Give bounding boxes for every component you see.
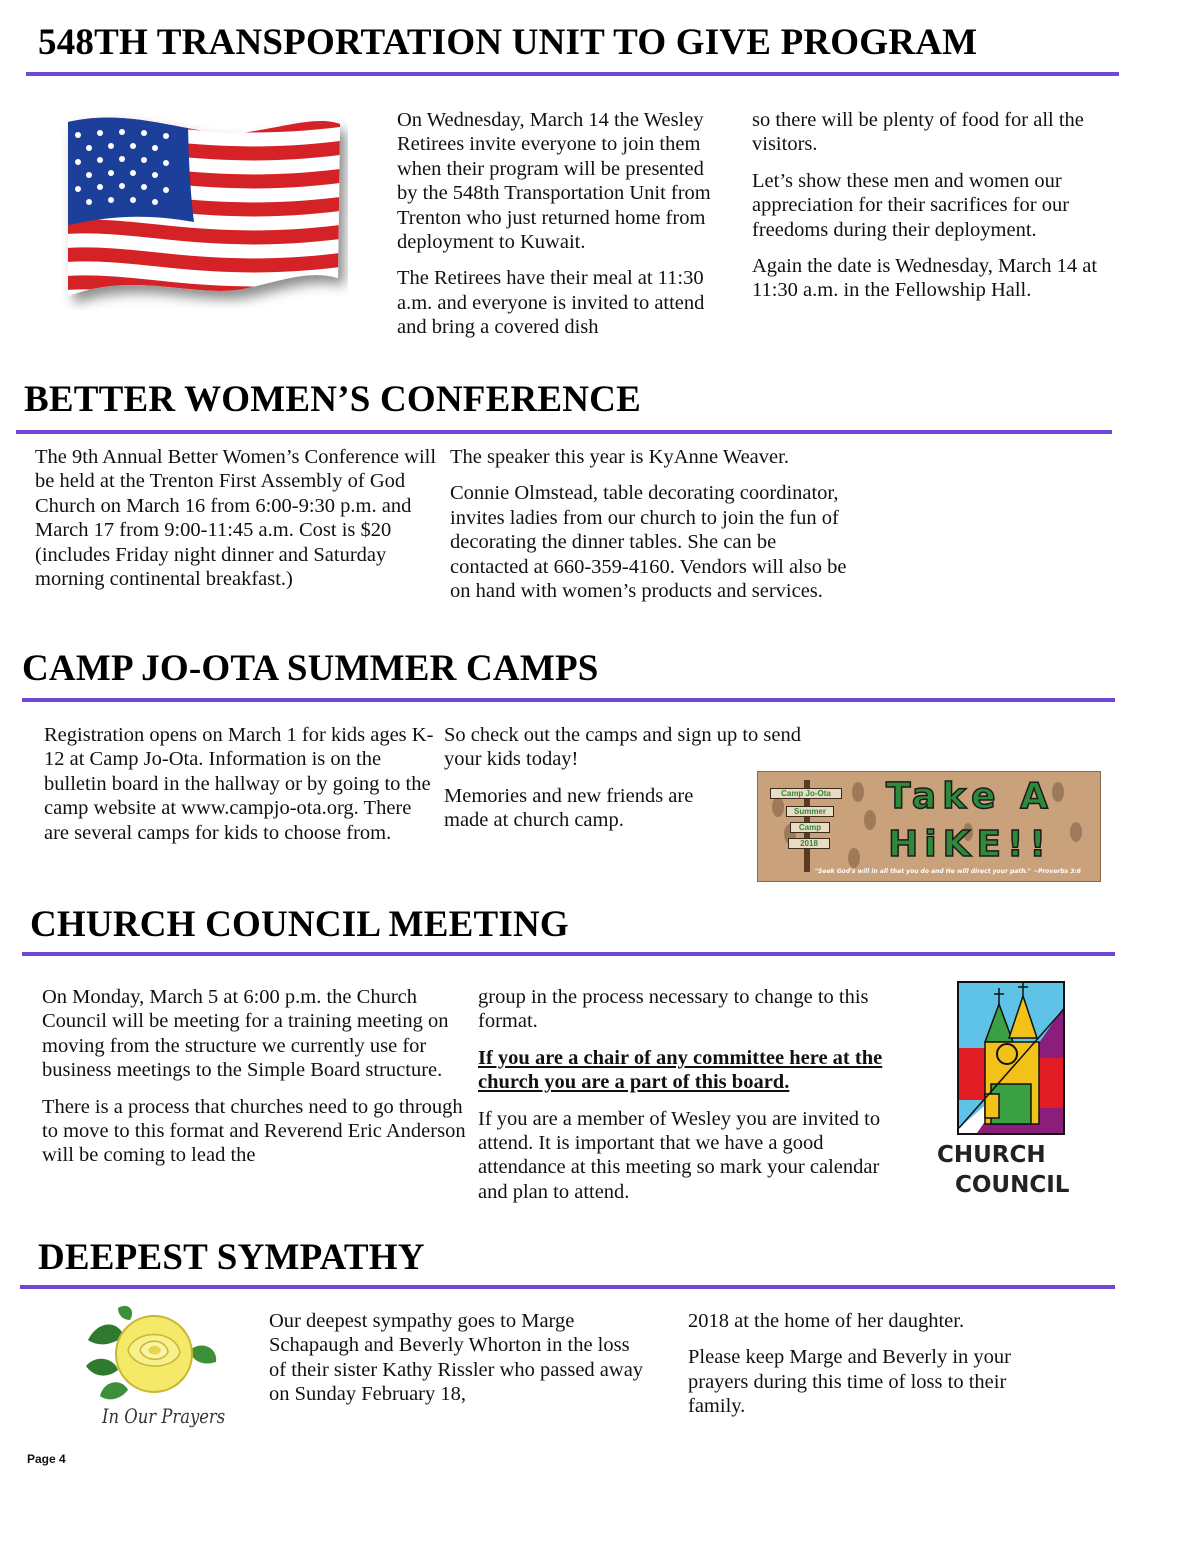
yellow-rose-image — [78, 1300, 228, 1440]
page-number: Page 4 — [27, 1452, 66, 1466]
camp-sign-2: Summer — [786, 806, 834, 817]
rose-caption: In Our Prayers — [102, 1404, 226, 1428]
heading-deepest-sympathy: DEEPEST SYMPATHY — [38, 1237, 425, 1278]
paragraph: Connie Olmstead, table decorating coordinator, invites ladies from our church to join the fun of decorating the dinner tables. She can be contacted at 660-359-4160. Vendors will also be on hand with women’s products and services. — [450, 482, 847, 603]
take-a-title: Take A — [886, 776, 1054, 817]
paragraph: Our deepest sympathy goes to Marge Schapaugh and Beverly Whorton in the loss of their sister Kathy Rissler who passed away on Sunday February 18, — [269, 1310, 644, 1406]
paragraph: On Wednesday, March 14 the Wesley Retirees invite everyone to join them when their program will be presented by the 548th Transportation Unit from Trenton who just returned home from deployment to Kuwait. — [397, 109, 711, 254]
heading-rule — [16, 430, 1112, 434]
sympathy-column-1 — [269, 1309, 649, 1419]
take-a-hike-banner — [757, 771, 1101, 882]
banner-caption: "Seek God's will in all that you do and He will direct your path." ~Proverbs 3:6 — [815, 868, 1081, 875]
hike-title: HiKE!! — [888, 824, 1052, 865]
paragraph: There is a process that churches need to go through to move to this format and Reverend Eric Anderson will be coming to lead the — [42, 1095, 466, 1167]
camp-sign-3: Camp — [790, 822, 830, 833]
logo-text-council: COUNCIL — [955, 1172, 1070, 1198]
camp-sign-1: Camp Jo-Ota — [770, 788, 842, 799]
paragraph: The speaker this year is KyAnne Weaver. — [450, 446, 789, 468]
paragraph: The 9th Annual Better Women’s Conference will be held at the Trenton First Assembly of God Church on March 16 from 6:00-9:30 p.m. and March 17 from 9:00-11:45 a.m. Cost is $20 (includes Friday night dinner and Saturday morning continental breakfast.) — [35, 446, 437, 591]
paragraph: On Monday, March 5 at 6:00 p.m. the Church Council will be meeting for a training meeting on moving from the structure we currently use for business meetings to the Simple Board structure. — [42, 986, 449, 1082]
heading-rule — [22, 952, 1115, 956]
american-flag-image — [48, 110, 348, 310]
transport-column-1 — [397, 108, 727, 352]
council-column-2 — [478, 985, 903, 1216]
paragraph: 2018 at the home of her daughter. — [688, 1310, 965, 1332]
transport-column-2 — [752, 108, 1100, 315]
heading-church-council: CHURCH COUNCIL MEETING — [30, 904, 569, 945]
paragraph: so there will be plenty of food for all the visitors. — [752, 109, 1084, 156]
paragraph: Again the date is Wednesday, March 14 at 11:30 a.m. in the Fellowship Hall. — [752, 255, 1098, 302]
sympathy-column-2 — [688, 1309, 1066, 1431]
women-column-2 — [450, 445, 850, 615]
heading-transportation: 548TH TRANSPORTATION UNIT TO GIVE PROGRAM — [38, 22, 978, 63]
paragraph: The Retirees have their meal at 11:30 a.m. and everyone is invited to attend and bring a covered dish — [397, 267, 705, 339]
church-council-logo — [937, 978, 1069, 1200]
paragraph: group in the process necessary to change to this format. — [478, 986, 869, 1033]
council-column-1 — [42, 985, 470, 1180]
heading-rule — [26, 72, 1119, 76]
paragraph: Please keep Marge and Beverly in your prayers during this time of loss to their family. — [688, 1346, 1011, 1418]
paragraph: Memories and new friends are made at church camp. — [444, 784, 694, 832]
heading-rule — [22, 698, 1115, 702]
paragraph: Registration opens on March 1 for kids ages K-12 at Camp Jo-Ota. Information is on the bulletin board in the hallway or by going to the camp website at www.campjo-ota.org. There are several camps for kids to choose from. — [44, 724, 434, 844]
heading-rule — [20, 1285, 1115, 1289]
camp-column-1 — [44, 723, 439, 857]
paragraph: Let’s show these men and women our appreciation for their sacrifices for our freedoms during their deployment. — [752, 169, 1070, 241]
camp-sign-4: 2018 — [788, 838, 830, 849]
paragraph: So check out the camps and sign up to send your kids today! — [444, 724, 801, 771]
heading-womens-conference: BETTER WOMEN’S CONFERENCE — [24, 379, 641, 420]
heading-camp-jo-ota: CAMP JO-OTA SUMMER CAMPS — [22, 648, 599, 689]
women-column-1 — [35, 445, 440, 603]
paragraph: If you are a member of Wesley you are invited to attend. It is important that we have a good attendance at this meeting so mark your calendar and plan to attend. — [478, 1107, 881, 1203]
committee-chair-notice: If you are a chair of any committee here at the church you are a part of this board. — [478, 1046, 883, 1094]
logo-text-church: CHURCH — [937, 1142, 1046, 1168]
